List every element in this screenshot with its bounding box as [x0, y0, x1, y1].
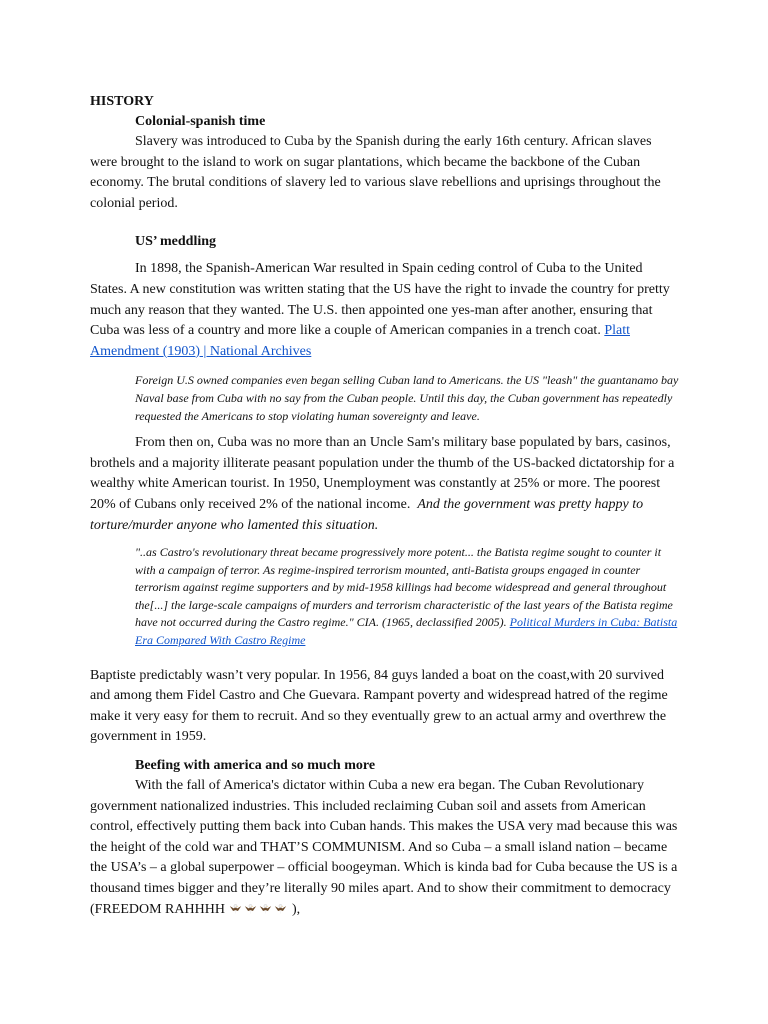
- document-page: [90, 92, 680, 920]
- paragraph-slavery: Slavery was introduced to Cuba by the Spanish during the early 16th century. African slaves were brought to the island to work on sugar plantations, which became the backbone of the Cuban economy. The brutal conditions of slavery led to various slave rebellions and uprisings throughout the colonial period.: [90, 134, 661, 211]
- political-murders-link[interactable]: Political Murders in Cuba: Batista Era Compared With Castro Regime: [135, 615, 678, 648]
- paragraph-text: With the fall of America's dictator within Cuba a new era began. The Cuban Revolutionary government nationalized industries. This included reclaiming Cuban soil and assets from American control, effectively putting them back into Cuban hands. This makes the USA very mad because this was the height of the cold war and THAT’S COMMUNISM. And so Cuba – a small island nation – became the USA’s – a global superpower – official boogeyman. Which is kinda bad for Cuba because the US is a thousand times bigger and they’re literally 90 miles apart. And to show their commitment to democracy (FREEDOM RAHHHH: [90, 778, 678, 917]
- eagle-icon: [259, 902, 272, 915]
- eagle-emoji-group: [225, 902, 292, 917]
- paragraph-new-era: [90, 776, 680, 920]
- section-heading-us-meddling: US’ meddling: [135, 234, 217, 250]
- eagle-icon: [229, 902, 242, 915]
- quote-guantanamo: Foreign U.S owned companies even began selling Cuban land to Americans. the US "leash" the guantanamo bay Naval base from Cuba with no say from the Cuban people. Until this day, the Cuban government has repeatedly requested the Americans to stop violating human sovereignty and leave.: [135, 373, 679, 423]
- paragraph-italic-text: And the government was pretty happy to torture/murder anyone who lamented this situation.: [90, 496, 644, 533]
- paragraph-uncle-sam: [90, 433, 680, 536]
- paragraph-text: From then on, Cuba was no more than an Uncle Sam's military base populated by bars, casinos, brothels and a majority illiterate peasant population under the thumb of the US-backed dictatorship for a wealthy white American tourist. In 1950, Unemployment was constantly at 25% or more. The poorest 20% of Cubans only received 2% of the national income.: [90, 435, 675, 512]
- paragraph-baptiste: Baptiste predictably wasn’t very popular. In 1956, 84 guys landed a boat on the coast,with 20 survived and among them Fidel Castro and Che Guevara. Rampant poverty and widespread hatred of the regime make it very easy for them to recruit. And so they eventually grew to an actual army and overthrew the government in 1959.: [90, 667, 668, 745]
- eagle-icon: [244, 902, 257, 915]
- quote-text: "..as Castro's revolutionary threat became progressively more potent... the Batista regime sought to counter it with a campaign of terror. As regime-inspired terrorism mounted, anti-Batista groups engaged in counter terrorism against regime supporters and by mid-1958 killings had become widespread and general throughout the[...] the large-scale campaigns of murders and terrorism characteristic of the last years of the Batista regime have not occurred during the Castro regime." CIA. (1965, declassified 2005).: [135, 545, 673, 630]
- platt-amendment-link[interactable]: Platt Amendment (1903) | National Archives: [90, 323, 630, 359]
- eagle-icon: [274, 902, 287, 915]
- page-title: HISTORY: [90, 94, 154, 109]
- paragraph-text: In 1898, the Spanish-American War resulted in Spain ceding control of Cuba to the United States. A new constitution was written stating that the US have the right to invade the country for pretty much any reason that they wanted. The U.S. then appointed one yes-man after another, ensuring that Cuba was less of a country and more like a couple of American companies in a trench coat.: [90, 261, 670, 339]
- paragraph-spanish-american-war: [90, 259, 680, 362]
- paragraph-text-end: ),: [291, 901, 301, 917]
- section-heading-beefing: Beefing with america and so much more: [135, 758, 376, 774]
- section-heading-colonial: Colonial-spanish time: [135, 114, 266, 129]
- quote-cia: [135, 544, 680, 650]
